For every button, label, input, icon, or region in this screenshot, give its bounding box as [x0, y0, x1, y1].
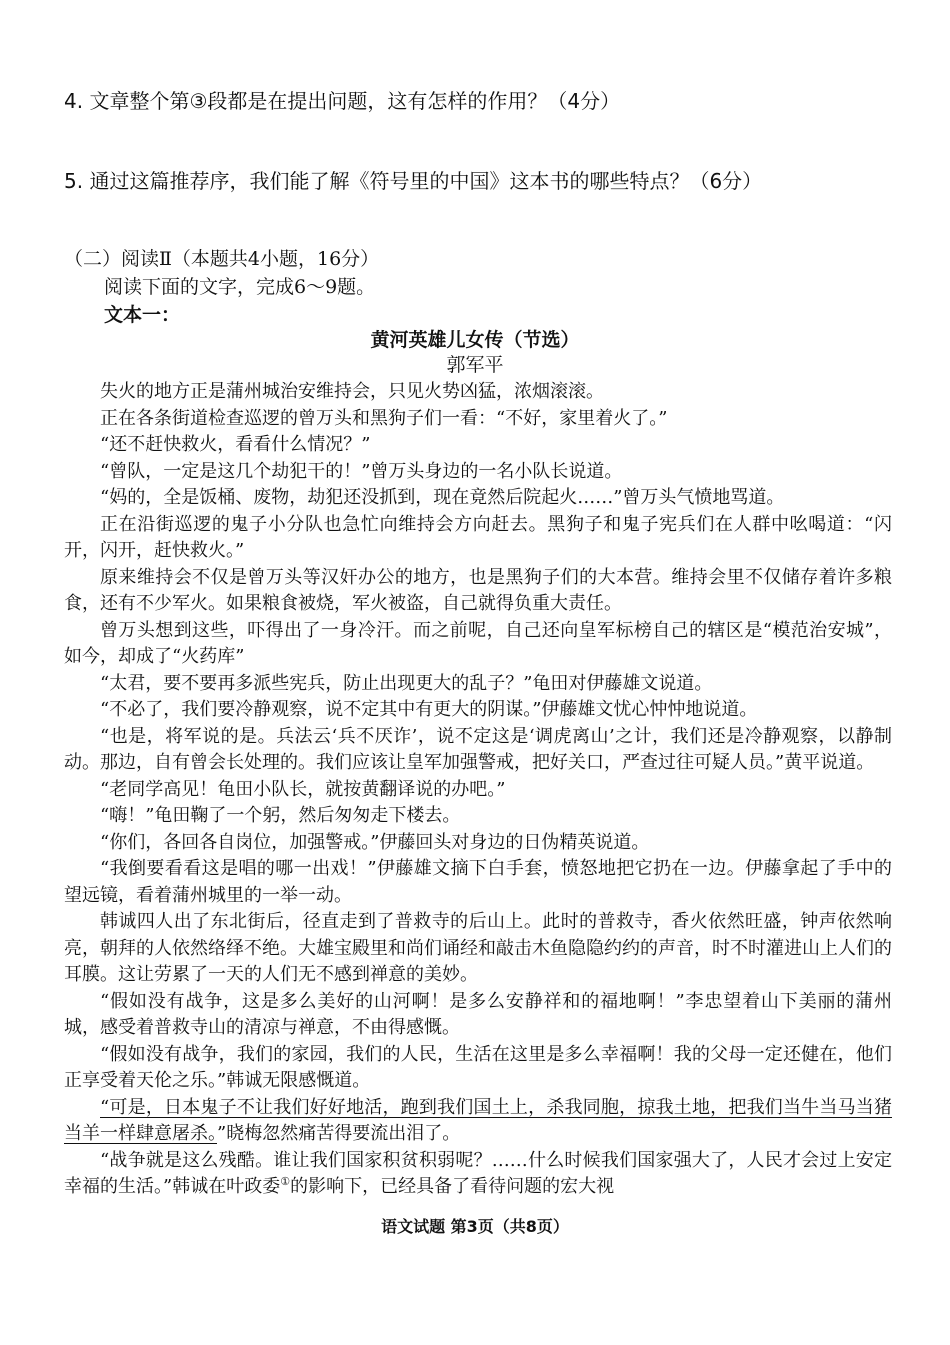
paragraph: 失火的地方正是蒲州城治安维持会，只见火势凶猛，浓烟滚滚。	[100, 381, 604, 402]
article-author: 郭军平	[446, 354, 504, 376]
article-body	[64, 379, 892, 1201]
paragraph-underlined	[64, 1095, 892, 1148]
question-5: 5. 通过这篇推荐序，我们能了解《符号里的中国》这本书的哪些特点？（6分）	[64, 169, 763, 193]
underlined-sentence: “可是，日本鬼子不让我们好好地活，跑到我们国土上，杀我同胞，掠我土地，把我们当牛当马当猪当羊一样肆意屠杀。	[64, 1096, 892, 1144]
text-label: 文本一：	[104, 304, 181, 326]
paragraph: “假如没有战争，这是多么美好的山河啊！是多么安静祥和的福地啊！”李忠望着山下美丽的蒲州城，感受着普救寺山的清凉与禅意，不由得感慨。	[64, 990, 892, 1038]
paragraph: “假如没有战争，我们的家园，我们的人民，生活在这里是多么幸福啊！我的父母一定还健在，他们正享受着天伦之乐。”韩诚无限感慨道。	[64, 1043, 892, 1091]
underlined-tail: ”晓梅忽然痛苦得要流出泪了。	[217, 1123, 461, 1144]
page-footer: 语文试题 第3页（共8页）	[381, 1217, 569, 1236]
paragraph: “嗨！”龟田鞠了一个躬，然后匆匆走下楼去。	[100, 805, 461, 826]
question-4: 4. 文章整个第③段都是在提出问题，这有怎样的作用？（4分）	[64, 89, 621, 113]
section-instruction: 阅读下面的文字，完成6～9题。	[104, 276, 376, 298]
paragraph: “我倒要看看这是唱的哪一出戏！”伊藤雄文摘下白手套，愤怒地把它扔在一边。伊藤拿起了手中的望远镜，看着蒲州城里的一举一动。	[64, 858, 892, 906]
last-para-a: “战争就是这么残酷。谁让我们国家积贫积弱呢？……什么时候我们国家强大了，人民才会过上安定幸福的生活。”韩诚在叶政委	[64, 1149, 892, 1197]
paragraph: “曾队，一定是这几个劫犯干的！”曾万头身边的一名小队长说道。	[100, 460, 623, 482]
paragraph: 曾万头想到这些，吓得出了一身冷汗。而之前呢，自己还向皇军标榜自己的辖区是“模范治安城”，如今，却成了“火药库”	[64, 619, 892, 667]
paragraph-last	[64, 1148, 892, 1201]
paragraph: “也是，将军说的是。兵法云‘兵不厌诈’，说不定这是‘调虎离山’之计，我们还是冷静观察，以静制动。那边，自有曾会长处理的。我们应该让皇军加强警戒，把好关口，严查过往可疑人员。”黄平说道。	[64, 725, 892, 773]
paragraph: “妈的，全是饭桶、废物，劫犯还没抓到，现在竟然后院起火……”曾万头气愤地骂道。	[100, 487, 785, 508]
paragraph: “你们，各回各自岗位，加强警戒。”伊藤回头对身边的日伪精英说道。	[100, 831, 650, 853]
footnote-mark: ①	[280, 1175, 291, 1188]
paragraph: “太君，要不要再多派些宪兵，防止出现更大的乱子？”龟田对伊藤雄文说道。	[100, 672, 713, 694]
paragraph: 正在各条街道检查巡逻的曾万头和黑狗子们一看：“不好，家里着火了。”	[100, 407, 668, 429]
paragraph: 正在沿街巡逻的鬼子小分队也急忙向维持会方向赶去。黑狗子和鬼子宪兵们在人群中吆喝道：“闪开，闪开，赶快救火。”	[64, 513, 892, 561]
paragraph: 韩诚四人出了东北街后，径直走到了普救寺的后山上。此时的普救寺，香火依然旺盛，钟声依然响亮，朝拜的人依然络绎不绝。大雄宝殿里和尚们诵经和敲击木鱼隐隐约约的声音，时不时灌进山上人们的耳膜。这让劳累了一天的人们无不感到禅意的美妙。	[64, 911, 892, 985]
last-para-b: 的影响下，已经具备了看待问题的宏大视	[290, 1176, 615, 1197]
paragraph: “不必了，我们要冷静观察，说不定其中有更大的阴谋。”伊藤雄文忧心忡忡地说道。	[100, 699, 758, 720]
paragraph: “还不赶快救火，看看什么情况？”	[100, 434, 371, 455]
section-heading: （二）阅读Ⅱ（本题共4小题，16分）	[64, 248, 380, 270]
paragraph: “老同学高见！龟田小队长，就按黄翻译说的办吧。”	[100, 778, 506, 800]
paragraph: 原来维持会不仅是曾万头等汉奸办公的地方，也是黑狗子们的大本营。维持会里不仅储存着许多粮食，还有不少军火。如果粮食被烧，军火被盗，自己就得负重大责任。	[64, 566, 892, 614]
article-title: 黄河英雄儿女传（节选）	[370, 329, 580, 351]
